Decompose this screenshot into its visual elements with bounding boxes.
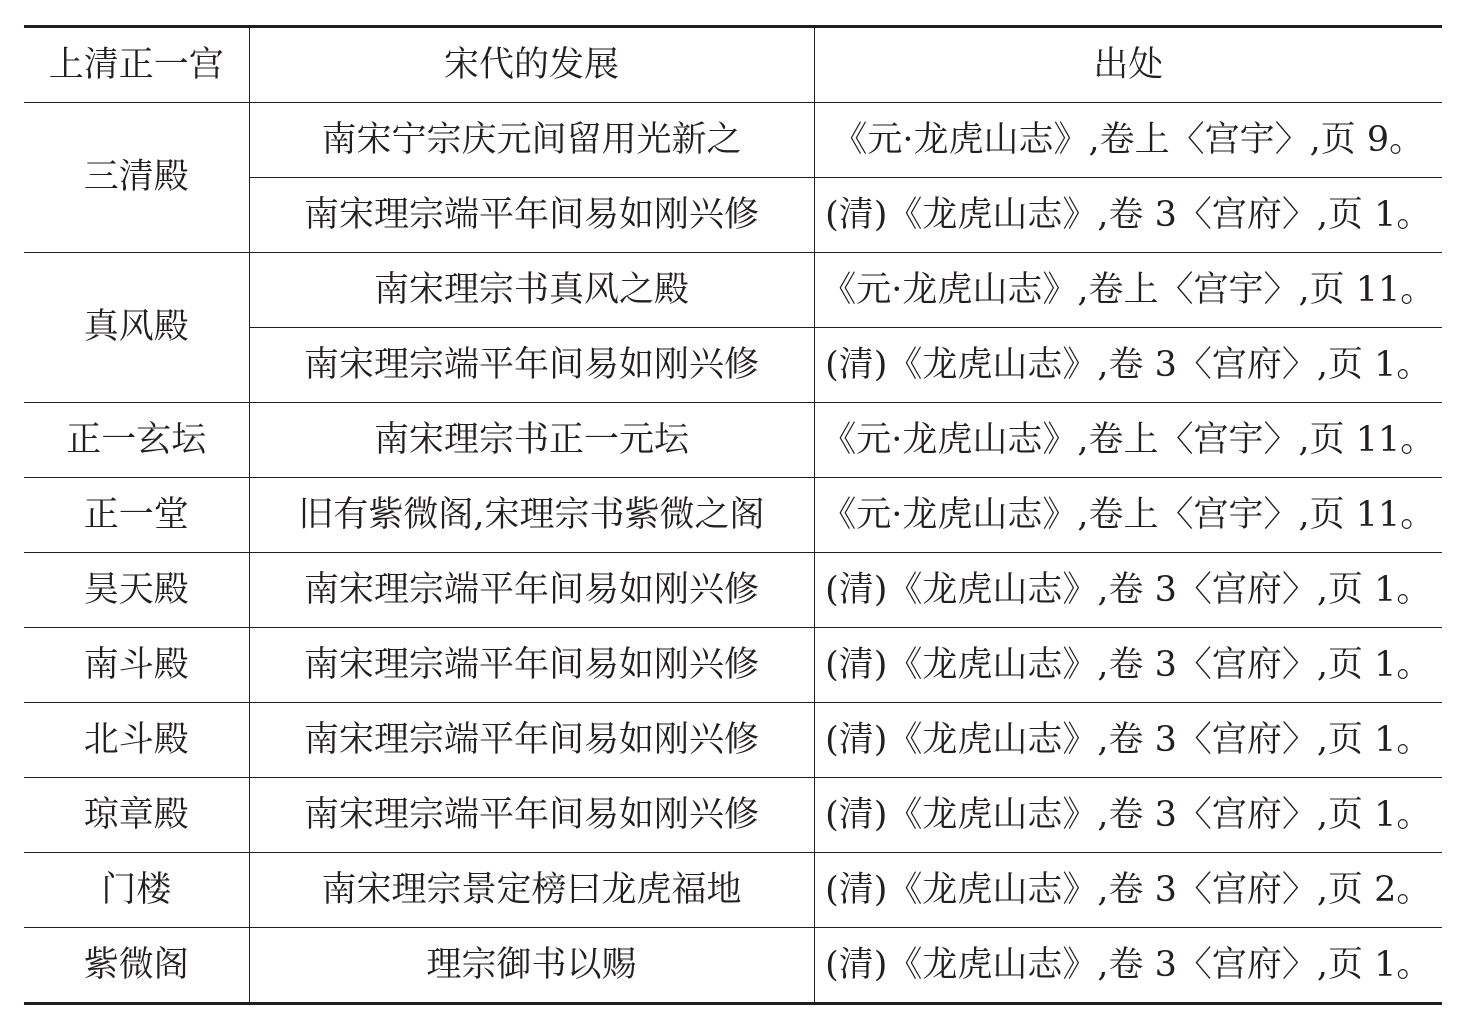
table-row bbox=[24, 553, 1442, 628]
development-cell: 南宋宁宗庆元间留用光新之 bbox=[249, 103, 814, 178]
table-row bbox=[24, 703, 1442, 778]
development-cell: 理宗御书以赐 bbox=[249, 928, 814, 1004]
development-cell: 南宋理宗端平年间易如刚兴修 bbox=[249, 778, 814, 853]
temple-history-table-container bbox=[24, 25, 1442, 1005]
hall-cell: 北斗殿 bbox=[24, 703, 249, 778]
table-row bbox=[24, 103, 1442, 178]
hall-cell: 琼章殿 bbox=[24, 778, 249, 853]
development-cell: 南宋理宗端平年间易如刚兴修 bbox=[249, 553, 814, 628]
source-cell: (清)《龙虎山志》,卷 3〈宫府〉,页 1。 bbox=[814, 928, 1442, 1004]
hall-cell: 正一堂 bbox=[24, 478, 249, 553]
hall-cell: 紫微阁 bbox=[24, 928, 249, 1004]
source-cell: (清)《龙虎山志》,卷 3〈宫府〉,页 1。 bbox=[814, 178, 1442, 253]
development-cell: 南宋理宗景定榜曰龙虎福地 bbox=[249, 853, 814, 928]
table-body bbox=[24, 103, 1442, 1004]
source-cell: (清)《龙虎山志》,卷 3〈宫府〉,页 1。 bbox=[814, 628, 1442, 703]
hall-cell: 正一玄坛 bbox=[24, 403, 249, 478]
source-cell: (清)《龙虎山志》,卷 3〈宫府〉,页 1。 bbox=[814, 328, 1442, 403]
source-cell: (清)《龙虎山志》,卷 3〈宫府〉,页 2。 bbox=[814, 853, 1442, 928]
development-cell: 旧有紫微阁,宋理宗书紫微之阁 bbox=[249, 478, 814, 553]
temple-history-table bbox=[24, 25, 1442, 1005]
source-cell: 《元·龙虎山志》,卷上〈宫宇〉,页 11。 bbox=[814, 253, 1442, 328]
hall-cell: 南斗殿 bbox=[24, 628, 249, 703]
development-cell: 南宋理宗端平年间易如刚兴修 bbox=[249, 328, 814, 403]
table-row bbox=[24, 253, 1442, 328]
table-row bbox=[24, 853, 1442, 928]
table-row bbox=[24, 628, 1442, 703]
table-row bbox=[24, 403, 1442, 478]
table-row bbox=[24, 478, 1442, 553]
development-cell: 南宋理宗端平年间易如刚兴修 bbox=[249, 628, 814, 703]
hall-cell: 三清殿 bbox=[24, 103, 249, 253]
source-cell: (清)《龙虎山志》,卷 3〈宫府〉,页 1。 bbox=[814, 778, 1442, 853]
header-row bbox=[24, 27, 1442, 103]
source-cell: (清)《龙虎山志》,卷 3〈宫府〉,页 1。 bbox=[814, 553, 1442, 628]
development-cell: 南宋理宗书真风之殿 bbox=[249, 253, 814, 328]
table-row bbox=[24, 928, 1442, 1004]
source-cell: (清)《龙虎山志》,卷 3〈宫府〉,页 1。 bbox=[814, 703, 1442, 778]
table-header bbox=[24, 27, 1442, 103]
source-cell: 《元·龙虎山志》,卷上〈宫宇〉,页 11。 bbox=[814, 403, 1442, 478]
source-cell: 《元·龙虎山志》,卷上〈宫宇〉,页 9。 bbox=[814, 103, 1442, 178]
hall-cell: 真风殿 bbox=[24, 253, 249, 403]
table-row bbox=[24, 778, 1442, 853]
hall-cell: 门楼 bbox=[24, 853, 249, 928]
development-cell: 南宋理宗端平年间易如刚兴修 bbox=[249, 178, 814, 253]
header-hall: 上清正一宫 bbox=[24, 27, 249, 103]
header-source: 出处 bbox=[814, 27, 1442, 103]
source-cell: 《元·龙虎山志》,卷上〈宫宇〉,页 11。 bbox=[814, 478, 1442, 553]
development-cell: 南宋理宗书正一元坛 bbox=[249, 403, 814, 478]
hall-cell: 昊天殿 bbox=[24, 553, 249, 628]
development-cell: 南宋理宗端平年间易如刚兴修 bbox=[249, 703, 814, 778]
header-development: 宋代的发展 bbox=[249, 27, 814, 103]
